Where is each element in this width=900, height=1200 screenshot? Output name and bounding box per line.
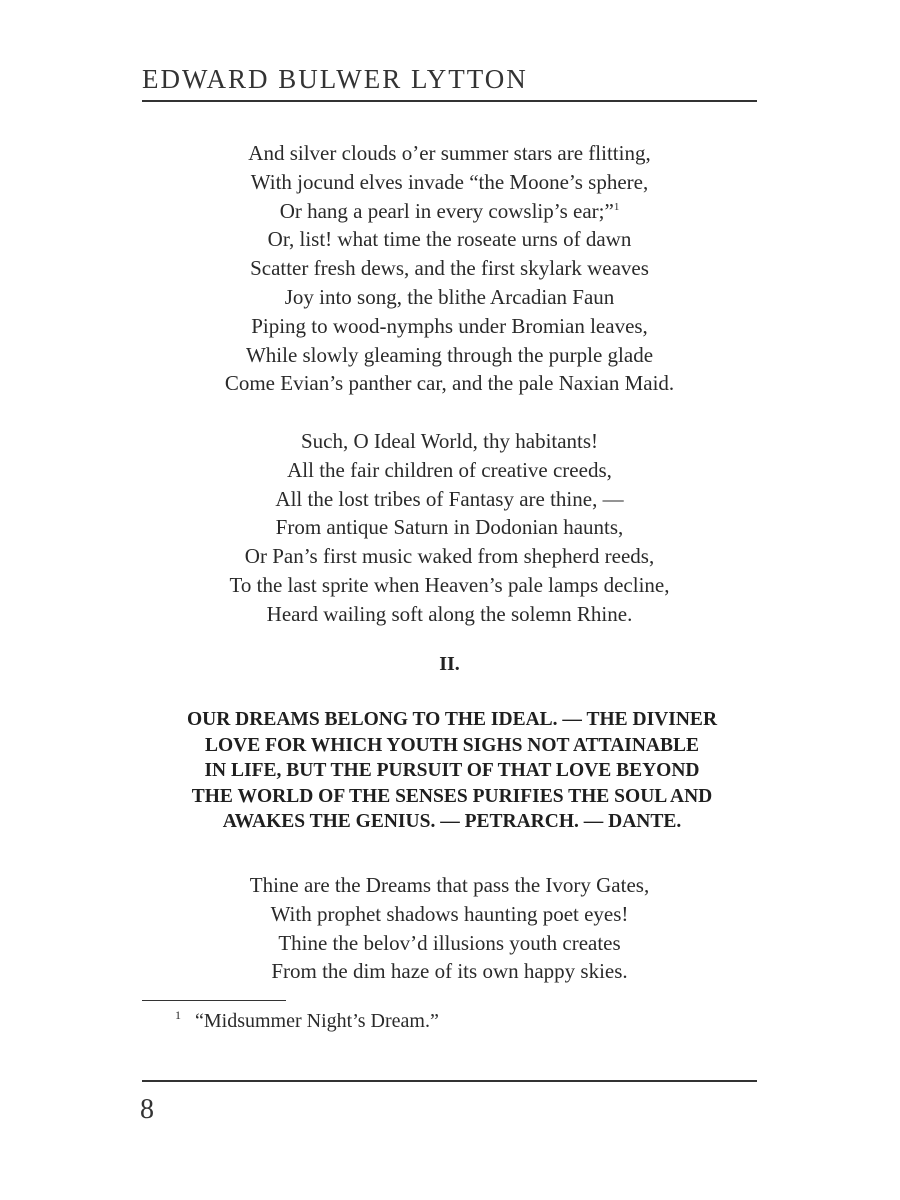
argument-line: THE WORLD OF THE SENSES PURIFIES THE SOUL AND [191,785,713,807]
poem-line: Heard wailing soft along the solemn Rhine. [266,601,633,626]
poem-line: All the lost tribes of Fantasy are thine, — [275,486,624,511]
argument-line: AWAKES THE GENIUS. — PETRARCH. — DANTE. [222,811,682,832]
footer-rule [142,1080,757,1082]
section-number: II. [439,653,460,675]
poem-line: While slowly gleaming through the purple glade [245,342,654,367]
poem-stanza-2 [142,427,757,629]
poem-line: From the dim haze of its own happy skies. [271,959,628,984]
poem-line: Scatter fresh dews, and the first skylark weaves [250,256,649,281]
footnote-reference[interactable]: 1 [613,200,620,213]
footnote-text: “Midsummer Night’s Dream.” [195,1010,439,1032]
poem-line: With prophet shadows haunting poet eyes! [270,901,629,926]
argument-line: LOVE FOR WHICH YOUTH SIGHS NOT ATTAINABLE [204,734,700,756]
poem-line: Piping to wood-nymphs under Bromian leaves, [251,313,648,338]
section-argument [142,707,762,835]
poem-line: Or, list! what time the roseate urns of dawn [267,227,632,252]
poem-line [142,197,757,226]
poem-stanza-3 [142,871,757,986]
poem-line: Come Evian’s panther car, and the pale Naxian Maid. [224,371,675,396]
running-head-author: EDWARD BULWER LYTTON [142,64,528,94]
poem-line: Thine the belov’d illusions youth creates [278,930,621,955]
footnote-separator [142,1000,286,1001]
footnote-marker: 1 [175,1008,181,1023]
argument-line: IN LIFE, BUT THE PURSUIT OF THAT LOVE BEYOND [204,760,700,781]
poem-line: To the last sprite when Heaven’s pale lamps decline, [229,572,670,597]
argument-line: OUR DREAMS BELONG TO THE IDEAL. — THE DIVINER [186,709,718,730]
poem-line: All the fair children of creative creeds, [287,457,612,482]
poem-line: With jocund elves invade “the Moone’s sphere, [250,169,649,194]
page-number: 8 [140,1094,154,1125]
poem-line: Thine are the Dreams that pass the Ivory Gates, [249,873,650,897]
poem-line: And silver clouds o’er summer stars are flitting, [248,141,651,165]
poem-line: Or Pan’s first music waked from shepherd reeds, [244,544,655,569]
poem-line-text: Or hang a pearl in every cowslip’s ear;” [279,198,614,223]
header-rule [142,100,757,102]
poem-line: Such, O Ideal World, thy habitants! [300,429,599,453]
footnote [175,1010,439,1033]
poem-stanza-1 [142,139,757,398]
poem-line: From antique Saturn in Dodonian haunts, [275,515,624,540]
poem-line: Joy into song, the blithe Arcadian Faun [284,284,615,309]
